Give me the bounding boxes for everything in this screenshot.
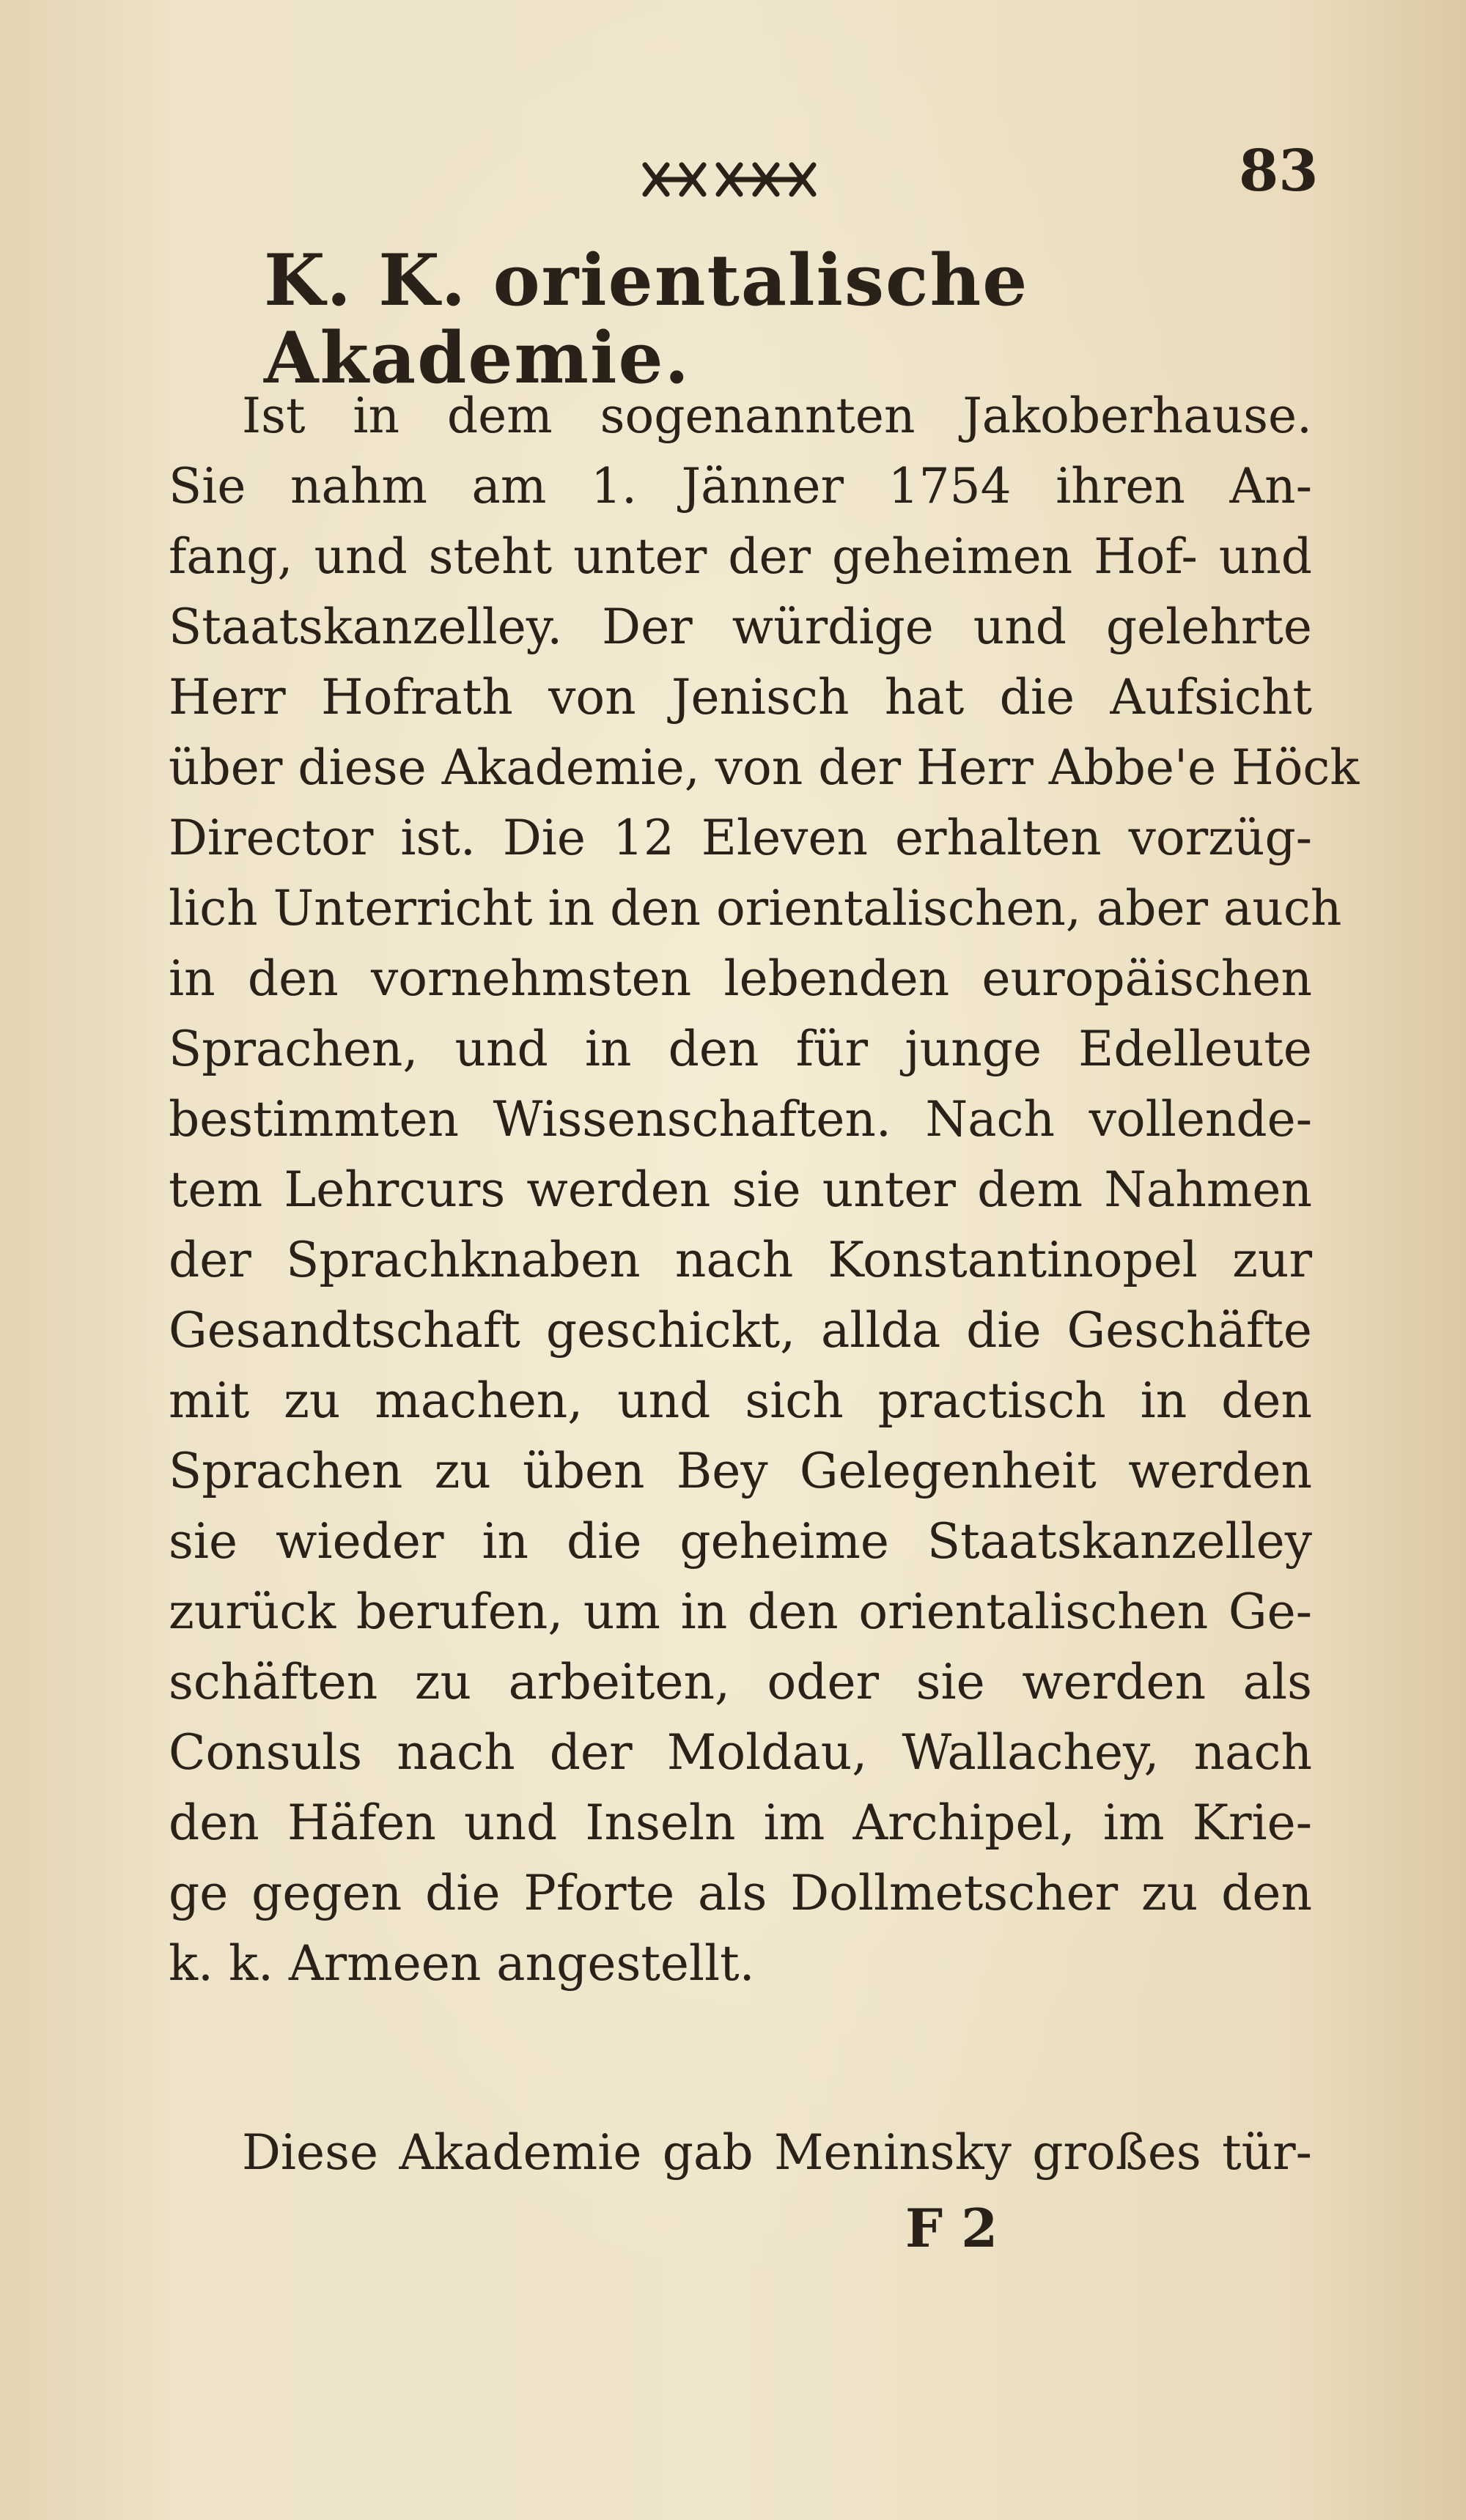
text-line: mit zu machen, und sich practisch in den xyxy=(169,1372,1312,1429)
page-number: 83 xyxy=(1239,138,1319,204)
text-line: lich Unterricht in den orientalischen, aber auch xyxy=(169,880,1342,936)
text-line: tem Lehrcurs werden sie unter dem Nahmen xyxy=(169,1161,1312,1218)
text-line: ge gegen die Pforte als Dollmetscher zu den xyxy=(169,1865,1312,1921)
text-line: Sie nahm am 1. Jänner 1754 ihren An- xyxy=(169,458,1312,514)
text-line: fang, und steht unter der geheimen Hof- und xyxy=(169,528,1312,585)
text-line: Director ist. Die 12 Eleven erhalten vorzüg- xyxy=(169,810,1312,866)
text-line: Sprachen, und in den für junge Edelleute xyxy=(169,1021,1312,1077)
text-line: den Häfen und Inseln im Archipel, im Krie- xyxy=(169,1795,1312,1851)
text-line: Consuls nach der Moldau, Wallachey, nach xyxy=(169,1724,1312,1781)
text-line: bestimmten Wissenschaften. Nach vollende- xyxy=(169,1091,1312,1148)
paragraph-2 xyxy=(169,2118,1312,2188)
text-line: Ist in dem sogenannten Jakoberhause. xyxy=(242,388,1312,444)
text-line: über diese Akademie, von der Herr Abbe'e Höck xyxy=(169,739,1360,796)
text-line: zurück berufen, um in den orientalischen Ge- xyxy=(169,1584,1312,1640)
text-line: in den vornehmsten lebenden europäischen xyxy=(169,950,1312,1007)
page-title: K. K. orientalische Akademie. xyxy=(264,239,1029,399)
text-line: sie wieder in die geheime Staatskanzelley xyxy=(169,1513,1312,1570)
text-line: Gesandtschaft geschickt, allda die Geschäfte xyxy=(169,1302,1312,1359)
text-line: k. k. Armeen angestellt. xyxy=(169,1935,755,1992)
diamond-ornament-icon xyxy=(638,150,858,209)
text-line: Diese Akademie gab Meninsky großes tür- xyxy=(242,2124,1312,2181)
text-line: Staatskanzelley. Der würdige und gelehrte xyxy=(169,599,1312,655)
text-line: der Sprachknaben nach Konstantinopel zur xyxy=(169,1232,1312,1288)
text-line: schäften zu arbeiten, oder sie werden als xyxy=(169,1654,1312,1710)
signature-mark: F 2 xyxy=(905,2197,998,2259)
text-line: Sprachen zu üben Bey Gelegenheit werden xyxy=(169,1443,1312,1499)
text-line: Herr Hofrath von Jenisch hat die Aufsicht xyxy=(169,669,1312,725)
paragraph-1 xyxy=(169,381,1360,1999)
